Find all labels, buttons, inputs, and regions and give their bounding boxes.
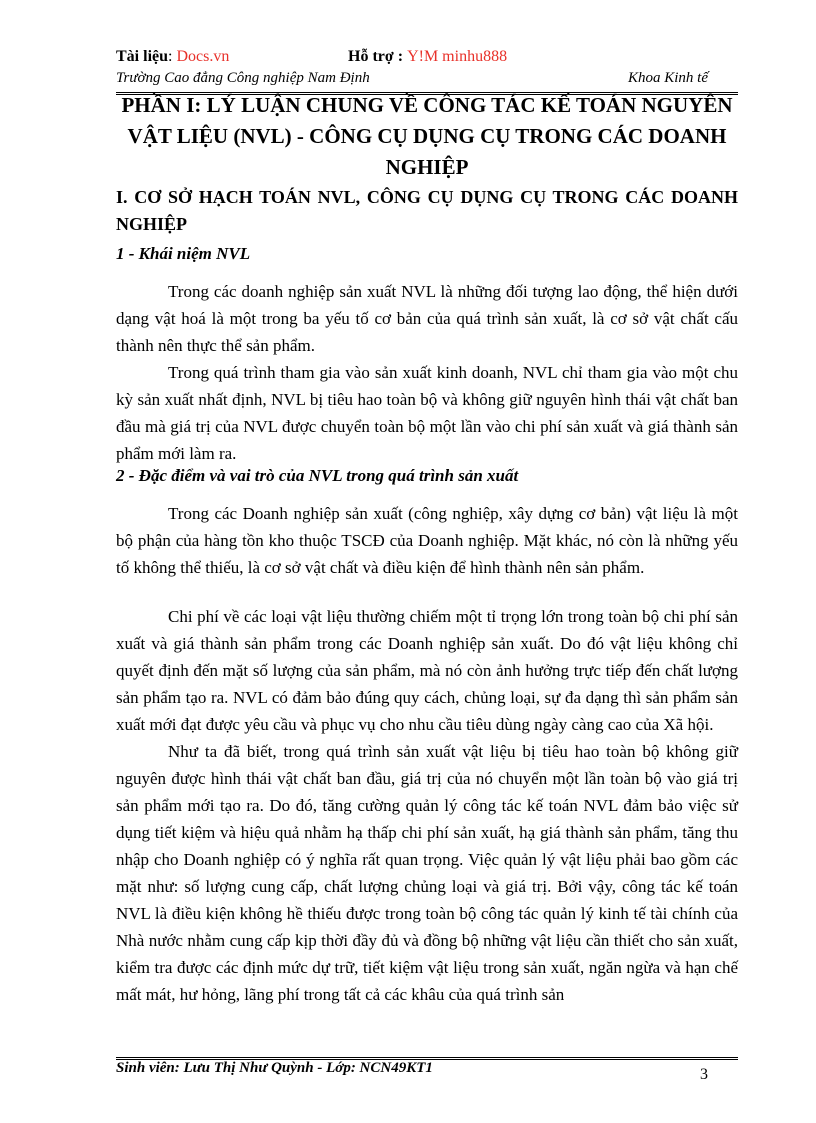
support-link[interactable]: Y!M minhu888 (407, 48, 508, 65)
paragraph-1: Trong các doanh nghiệp sản xuất NVL là những đối tượng lao động, thể hiện dưới dạng vật hoá là một trong ba yếu tố cơ bản của quá trình sản xuất, là cơ sở vật chất cấu thành nên thực thể sản phẩm. (116, 282, 738, 355)
subheading-2: 2 - Đặc điểm và vai trò của NVL trong quá trình sản xuất (116, 466, 519, 485)
doc-sep: : (168, 48, 177, 65)
page-footer (116, 1060, 738, 1083)
page-header (116, 70, 716, 87)
subheading-1: 1 - Khái niệm NVL (116, 244, 251, 263)
support-group (348, 48, 507, 66)
support-label: Hỗ trợ (348, 48, 394, 65)
source-bar (116, 48, 716, 70)
support-sep: : (393, 48, 408, 65)
doc-label: Tài liệu (116, 48, 169, 65)
paragraph-4: Chi phí về các loại vật liệu thường chiếm một tỉ trọng lớn trong toàn bộ chi phí sản xuất và giá thành sản phẩm trong các Doanh nghiệp sản xuất. Do đó vật liệu không chỉ quyết định đến mặt số lượng của sản phẩm, mà nó còn ảnh hưởng trực tiếp đến chất lượng sản phẩm tạo ra. NVL có đảm bảo đúng quy cách, chủng loại, sự đa dạng thì sản phẩm sản xuất mới đạt được yêu cầu và phục vụ cho nhu cầu tiêu dùng ngày càng cao của Xã hội. (116, 607, 738, 734)
school-name: Trường Cao đẳng Công nghiệp Nam Định (116, 70, 370, 86)
section-title: I. CƠ SỞ HẠCH TOÁN NVL, CÔNG CỤ DỤNG CỤ TRONG CÁC DOANH NGHIỆP (116, 187, 738, 234)
faculty-name: Khoa Kinh tế (627, 70, 708, 86)
student-info: Sinh viên: Lưu Thị Như Quỳnh - Lớp: NCN49KT1 (116, 1060, 433, 1076)
doc-link[interactable]: Docs.vn (176, 48, 230, 65)
page-number: 3 (700, 1066, 708, 1083)
paragraph-3: Trong các Doanh nghiệp sản xuất (công nghiệp, xây dựng cơ bản) vật liệu là một bộ phận của hàng tồn kho thuộc TSCĐ của Doanh nghiệp. Mặt khác, nó còn là những yếu tố không thể thiếu, là cơ sở vật chất và điều kiện để hình thành nên sản phẩm. (116, 504, 738, 577)
paragraph-5: Như ta đã biết, trong quá trình sản xuất vật liệu bị tiêu hao toàn bộ không giữ nguyên được hình thái vật chất ban đầu, giá trị của nó chuyển một lần toàn bộ vào giá trị sản phẩm mới tạo ra. Do đó, tăng cường quản lý công tác kế toán NVL đảm bảo việc sử dụng tiết kiệm và hiệu quả nhằm hạ thấp chi phí sản xuất, hạ giá thành sản phẩm, tăng thu nhập cho Doanh nghiệp có ý nghĩa rất quan trọng. Việc quản lý vật liệu phải bao gồm các mặt như: số lượng cung cấp, chất lượng chủng loại và giá trị. Bởi vậy, công tác kế toán NVL là điều kiện không hề thiếu được trong toàn bộ công tác quản lý kinh tế tài chính của Nhà nước nhằm cung cấp kịp thời đầy đủ và đồng bộ những vật liệu cần thiết cho sản xuất, kiểm tra được các định mức dự trữ, tiết kiệm vật liệu trong sản xuất, ngăn ngừa và hạn chế mất mát, hư hỏng, lãng phí trong tất cả các khâu của quá trình sản (116, 742, 738, 1004)
paragraph-2: Trong quá trình tham gia vào sản xuất kinh doanh, NVL chỉ tham gia vào một chu kỳ sản xuất nhất định, NVL bị tiêu hao toàn bộ và không giữ nguyên hình thái vật chất ban đầu mà giá trị của NVL được chuyển toàn bộ một lần vào chi phí sản xuất và giá thành sản phẩm mới làm ra. (116, 363, 738, 463)
part-title: PHẦN I: LÝ LUẬN CHUNG VỀ CÔNG TÁC KẾ TOÁN NGUYÊN VẬT LIỆU (NVL) - CÔNG CỤ DỤNG CỤ TRONG CÁC DOANH NGHIỆP (121, 93, 733, 179)
